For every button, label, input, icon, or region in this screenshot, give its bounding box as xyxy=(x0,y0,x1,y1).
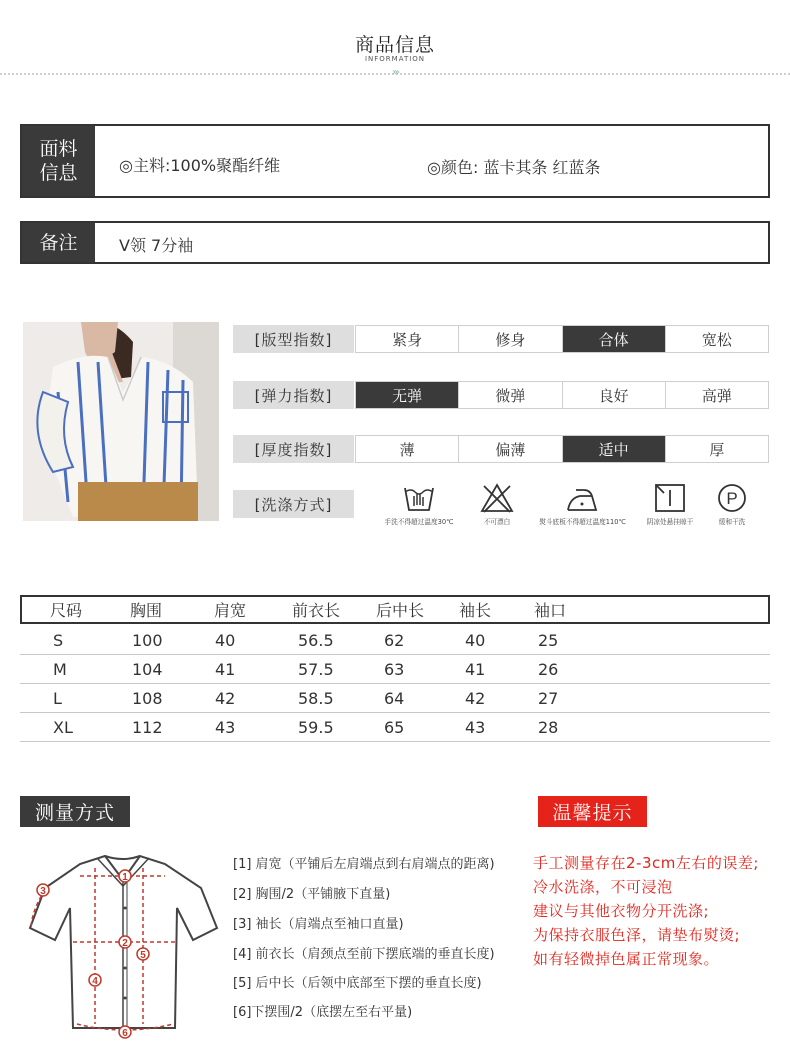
measure-line-1: [1] 肩宽（平铺后左肩端点到右肩端点的距离) xyxy=(233,857,495,872)
cell-size: M xyxy=(53,659,67,679)
cell-cuff: 28 xyxy=(538,717,559,737)
cell-front-length: 58.5 xyxy=(298,688,334,708)
cell-size: XL xyxy=(53,717,73,737)
material-text: ◎主料:100%聚酯纤维 xyxy=(119,156,281,175)
hand-wash-icon xyxy=(401,482,437,514)
note-label: 备注 xyxy=(22,223,95,262)
fit-option-slim: 修身 xyxy=(459,326,562,352)
tip-line-1: 手工测量存在2-3cm左右的误差; xyxy=(533,854,759,872)
fabric-label-line1: 面料 xyxy=(39,138,78,160)
cell-shoulder: 42 xyxy=(215,688,236,708)
cell-chest: 104 xyxy=(132,659,163,679)
thickness-option-lightweight: 偏薄 xyxy=(459,436,562,462)
wash-caption: 熨斗底板不得超过温度110℃ xyxy=(539,518,626,526)
thickness-index-scale xyxy=(355,435,769,463)
dry-clean-symbol: P xyxy=(726,489,738,508)
cell-chest: 100 xyxy=(132,630,163,650)
cell-front-length: 59.5 xyxy=(298,717,334,737)
wash-item-dryclean xyxy=(692,482,772,532)
tip-line-2: 冷水洗涤，不可浸泡 xyxy=(533,878,673,896)
table-row xyxy=(20,626,770,655)
marker-1: 1 xyxy=(122,872,128,883)
stretch-index-scale xyxy=(355,381,769,409)
iron-icon xyxy=(564,482,600,514)
fit-option-tight: 紧身 xyxy=(356,326,459,352)
wash-caption: 缓和干洗 xyxy=(718,518,746,526)
note-text: V领 7分袖 xyxy=(119,236,194,255)
shirt-measure-diagram xyxy=(25,848,220,1043)
size-table-header xyxy=(20,595,770,624)
cell-sleeve-length: 40 xyxy=(465,630,486,650)
tip-line-4: 为保持衣服色泽，请垫布熨烫; xyxy=(533,926,741,944)
section-title: 商品信息 xyxy=(354,34,435,56)
header-sleeve-length: 袖长 xyxy=(459,601,492,620)
wash-caption: 手洗不得超过温度30℃ xyxy=(384,518,454,526)
cell-front-length: 56.5 xyxy=(298,630,334,650)
stretch-option-none: 无弹 xyxy=(356,382,459,408)
cell-back-length: 64 xyxy=(384,688,405,708)
measure-title: 测量方式 xyxy=(20,796,130,827)
cell-shoulder: 40 xyxy=(215,630,236,650)
fit-option-regular: 合体 xyxy=(563,326,666,352)
thickness-index-label: [厚度指数] xyxy=(233,435,354,463)
header-front-length: 前衣长 xyxy=(292,601,341,620)
stretch-index-label: [弹力指数] xyxy=(233,381,354,409)
wash-item-hand xyxy=(374,482,464,532)
stretch-option-good: 良好 xyxy=(563,382,666,408)
cell-size: L xyxy=(53,688,62,708)
thickness-option-thin: 薄 xyxy=(356,436,459,462)
note-box xyxy=(20,221,770,264)
cell-back-length: 65 xyxy=(384,717,405,737)
tip-line-5: 如有轻微掉色属正常现象。 xyxy=(533,950,720,968)
thickness-option-medium: 适中 xyxy=(563,436,666,462)
table-row xyxy=(20,684,770,713)
cell-front-length: 57.5 xyxy=(298,659,334,679)
no-bleach-icon xyxy=(479,482,515,514)
fabric-info-label xyxy=(22,126,95,196)
fit-index-scale xyxy=(355,325,769,353)
cell-sleeve-length: 43 xyxy=(465,717,486,737)
stretch-option-slight: 微弹 xyxy=(459,382,562,408)
fabric-info-box xyxy=(20,124,770,198)
marker-4: 4 xyxy=(92,976,98,987)
table-row xyxy=(20,655,770,684)
header-size: 尺码 xyxy=(50,601,83,620)
table-row xyxy=(20,713,770,742)
cell-back-length: 63 xyxy=(384,659,405,679)
chevron-right-icon: ››› xyxy=(392,67,398,78)
section-subtitle: INFORMATION xyxy=(364,55,426,63)
cell-size: S xyxy=(53,630,64,650)
header-cuff: 袖口 xyxy=(534,601,567,620)
thickness-option-thick: 厚 xyxy=(709,440,725,459)
marker-6: 6 xyxy=(122,1028,128,1039)
cell-shoulder: 43 xyxy=(215,717,236,737)
wash-item-bleach xyxy=(452,482,542,532)
fit-index-label: [版型指数] xyxy=(233,325,354,353)
cell-cuff: 26 xyxy=(538,659,559,679)
fit-option-loose: 宽松 xyxy=(701,330,732,349)
cell-sleeve-length: 41 xyxy=(465,659,486,679)
cell-back-length: 62 xyxy=(384,630,405,650)
cell-cuff: 27 xyxy=(538,688,559,708)
line-dry-shade-icon xyxy=(652,482,688,514)
marker-3: 3 xyxy=(40,886,46,897)
tip-line-3: 建议与其他衣物分开洗涤; xyxy=(533,902,710,920)
fabric-label-line2: 信息 xyxy=(39,162,78,184)
stretch-option-high: 高弹 xyxy=(701,386,732,405)
cell-cuff: 25 xyxy=(538,630,559,650)
measure-line-4: [4] 前衣长（肩颈点至前下摆底端的垂直长度) xyxy=(233,947,495,962)
cell-shoulder: 41 xyxy=(215,659,236,679)
header-shoulder: 肩宽 xyxy=(214,601,247,620)
tips-title: 温馨提示 xyxy=(538,796,647,827)
color-text: ◎颜色: 蓝卡其条 红蓝条 xyxy=(427,158,601,177)
marker-2: 2 xyxy=(122,938,128,949)
product-photo xyxy=(23,322,219,521)
measure-line-6: [6]下摆围/2（底摆左至右平量) xyxy=(233,1005,413,1020)
measure-line-2: [2] 胸围/2（平铺腋下直量) xyxy=(233,887,391,902)
marker-5: 5 xyxy=(140,950,146,961)
cell-chest: 112 xyxy=(132,717,163,737)
wash-caption: 不可漂白 xyxy=(483,518,511,526)
wash-method-label: [洗涤方式] xyxy=(233,490,354,518)
cell-sleeve-length: 42 xyxy=(465,688,486,708)
dry-clean-icon xyxy=(714,482,750,514)
header-back-length: 后中长 xyxy=(376,601,425,620)
wash-item-iron xyxy=(537,482,627,532)
measure-line-3: [3] 袖长（肩端点至袖口直量) xyxy=(233,917,404,932)
cell-chest: 108 xyxy=(132,688,163,708)
wash-caption: 阴凉处悬挂晾干 xyxy=(646,518,694,526)
header-chest: 胸围 xyxy=(130,601,163,620)
measure-line-5: [5] 后中长（后领中底部至下摆的垂直长度) xyxy=(233,976,482,991)
